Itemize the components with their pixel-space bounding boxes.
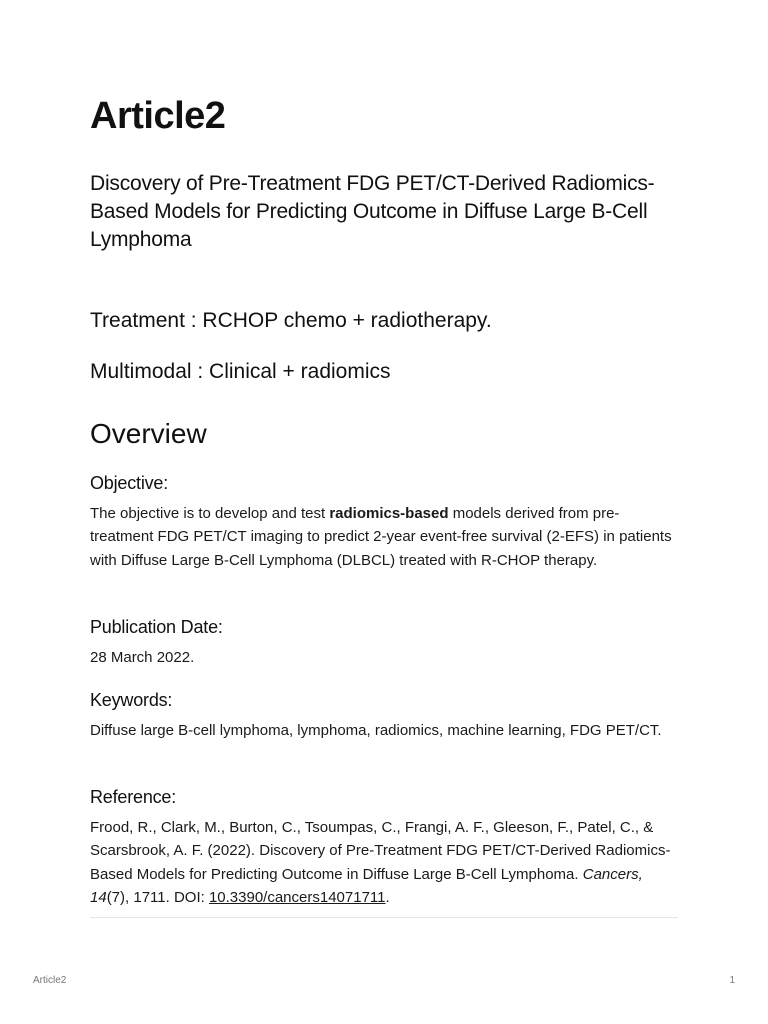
article-subtitle: Discovery of Pre-Treatment FDG PET/CT-Derived Radiomics-Based Models for Predicting Outcome in Diffuse Large B-Cell Lymphoma: [90, 172, 655, 251]
objective-text-before: The objective is to develop and test: [90, 505, 330, 522]
doi-link[interactable]: 10.3390/cancers14071711: [208, 888, 386, 906]
multimodal-heading: Multimodal : Clinical + radiomics: [90, 360, 391, 383]
reference-issue: (7), 1711. DOI:: [106, 888, 209, 906]
footer-title: Article2: [33, 975, 67, 986]
reference-label: Reference:: [90, 787, 177, 807]
reference-text: [90, 816, 680, 909]
publication-date-label: Publication Date:: [90, 617, 223, 637]
overview-heading: Overview: [90, 418, 207, 449]
objective-text-after: models derived from pre-treatment FDG PET/CT imaging to predict 2-year event-free survival (2-EFS) in patients with Diffuse Large B-Cell Lymphoma (DLBCL) treated with R-CHOP therapy.: [90, 505, 672, 569]
keywords-label: Keywords:: [90, 690, 173, 710]
reference-journal: Cancers, 14: [90, 865, 643, 906]
reference-text-before: Frood, R., Clark, M., Burton, C., Tsoumpas, C., Frangi, A. F., Gleeson, F., Patel, C., & Scarsbrook, A. F. (2022). Discovery of Pre-Treatment FDG PET/CT-Derived Radiomics-Based Models for Predicting Outcome in Diffuse Large B-Cell Lymphoma.: [90, 819, 671, 883]
objective-label: Objective:: [90, 473, 169, 493]
treatment-heading: Treatment : RCHOP chemo + radiotherapy.: [90, 309, 492, 332]
objective-text: [90, 502, 680, 572]
divider: [90, 917, 678, 918]
page-title: Article2: [90, 95, 226, 137]
objective-text-bold: radiomics-based: [329, 505, 449, 522]
publication-date-text: 28 March 2022.: [90, 649, 195, 666]
page-number: 1: [729, 975, 735, 986]
reference-end: .: [385, 888, 390, 906]
keywords-text: Diffuse large B-cell lymphoma, lymphoma, radiomics, machine learning, FDG PET/CT.: [90, 722, 662, 739]
